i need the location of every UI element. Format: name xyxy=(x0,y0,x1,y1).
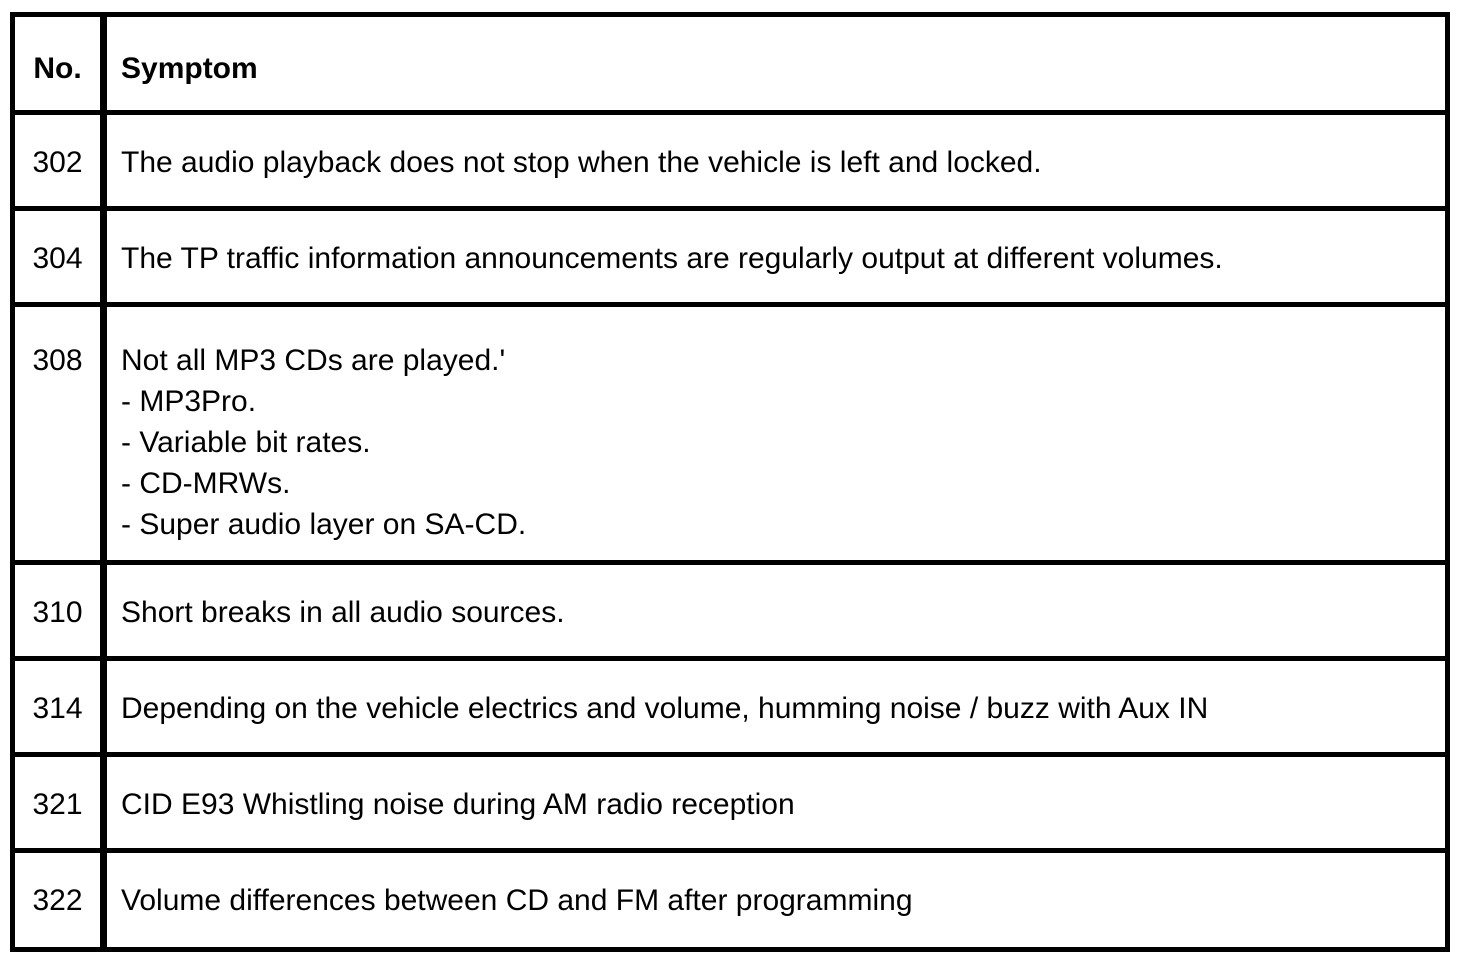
row-symptom xyxy=(107,565,1445,661)
symptom-line: Short breaks in all audio sources. xyxy=(121,596,565,629)
row-symptom xyxy=(107,115,1445,211)
row-number: 302 xyxy=(15,115,107,211)
row-symptom xyxy=(107,211,1445,307)
row-number: 304 xyxy=(15,211,107,307)
symptom-line: The audio playback does not stop when the vehicle is left and locked. xyxy=(121,146,1042,179)
row-symptom xyxy=(107,307,1445,565)
row-number: 308 xyxy=(15,307,107,565)
symptom-line: - CD-MRWs. xyxy=(121,467,291,500)
row-number: 314 xyxy=(15,661,107,757)
row-number: 310 xyxy=(15,565,107,661)
row-number: 321 xyxy=(15,757,107,853)
symptom-line: - MP3Pro. xyxy=(121,385,257,418)
header-number: No. xyxy=(15,17,107,115)
header-symptom: Symptom xyxy=(107,17,1445,115)
row-symptom xyxy=(107,661,1445,757)
symptom-line: The TP traffic information announcements are regularly output at different volumes. xyxy=(121,242,1223,275)
symptom-line: - Super audio layer on SA-CD. xyxy=(121,508,527,541)
symptom-line: Not all MP3 CDs are played.' xyxy=(121,344,506,377)
symptom-table xyxy=(10,12,1450,952)
row-symptom xyxy=(107,757,1445,853)
row-number: 322 xyxy=(15,853,107,947)
symptom-line: Volume differences between CD and FM after programming xyxy=(121,884,913,917)
symptom-line: Depending on the vehicle electrics and volume, humming noise / buzz with Aux IN xyxy=(121,692,1209,725)
row-symptom xyxy=(107,853,1445,947)
symptom-line: - Variable bit rates. xyxy=(121,426,371,459)
symptom-line: CID E93 Whistling noise during AM radio reception xyxy=(121,788,795,821)
